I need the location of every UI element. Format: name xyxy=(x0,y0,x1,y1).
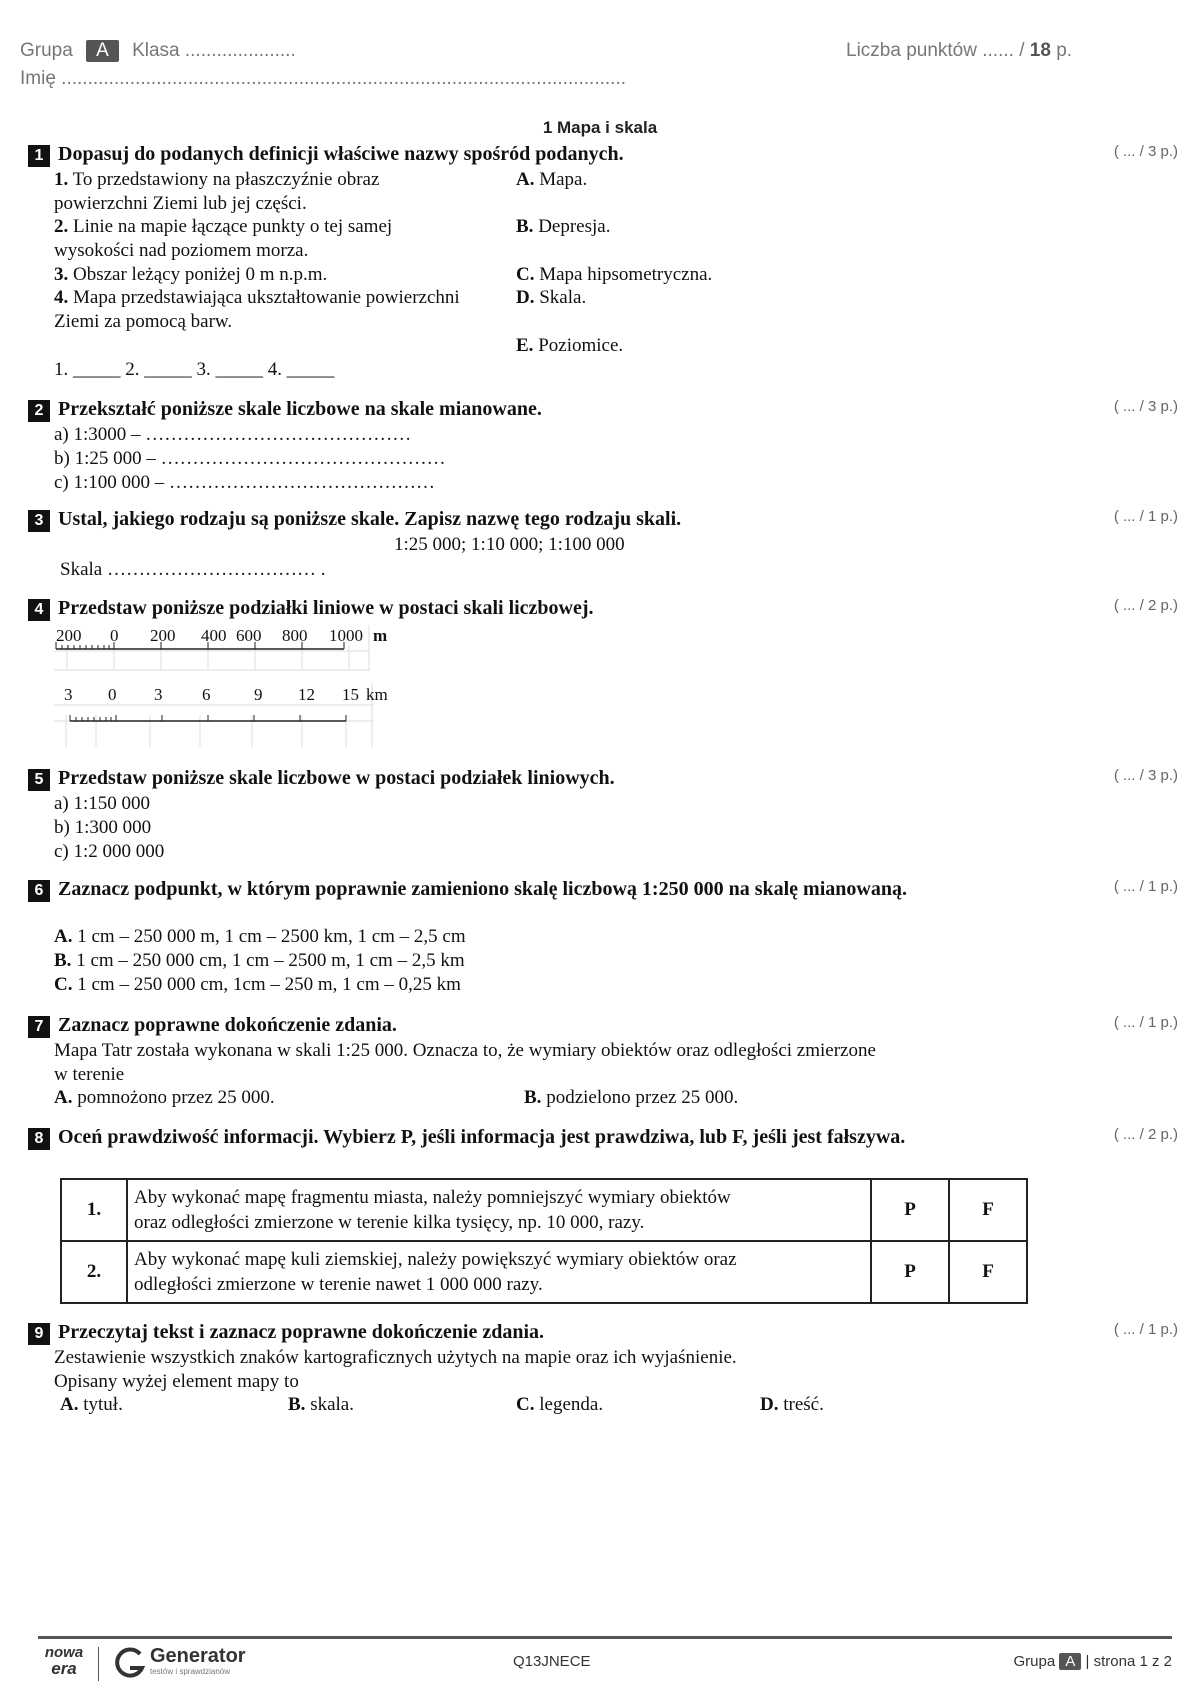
task-question: Oceń prawdziwość informacji. Wybierz P, jeśli informacja jest prawdziwa, lub F, jeśli jest fałszywa. xyxy=(58,1126,906,1148)
task-question: Zaznacz podpunkt, w którym poprawnie zamieniono skalę liczbową 1:250 000 na skalę mianowaną. xyxy=(58,878,907,900)
task-text: Zestawienie wszystkich znaków kartograficznych użytych na mapie oraz ich wyjaśnienie. xyxy=(54,1347,737,1368)
task-number: 9 xyxy=(28,1323,50,1345)
scale-answer[interactable]: Skala …………………………… . xyxy=(60,559,326,580)
task-8 xyxy=(28,1126,1178,1295)
task-9 xyxy=(28,1321,1178,1415)
option-b[interactable]: B. 1 cm – 250 000 cm, 1 cm – 2500 m, 1 cm – 2,5 km xyxy=(54,950,465,971)
answer-line[interactable]: 1. _____ 2. _____ 3. _____ 4. _____ xyxy=(54,359,335,380)
footer-page-info: Grupa A | strona 1 z 2 xyxy=(1013,1653,1172,1670)
name-option-b: B. Depresja. xyxy=(516,216,611,237)
task-5 xyxy=(28,767,1178,862)
true-false-table xyxy=(60,1178,1028,1304)
task-points: ( ... / 1 p.) xyxy=(1113,1014,1178,1031)
scale1-tick-label: 0 xyxy=(110,626,119,645)
name-field: Imię ........................................................................................................... xyxy=(20,68,627,89)
false-option[interactable]: F xyxy=(949,1179,1027,1241)
true-option[interactable]: P xyxy=(871,1241,949,1303)
name-option-e: E. Poziomice. xyxy=(516,335,624,356)
scale-item-c: c) 1:2 000 000 xyxy=(54,841,165,862)
task-points: ( ... / 1 p.) xyxy=(1113,508,1178,525)
task-text: Mapa Tatr została wykonana w skali 1:25 000. Oznacza to, że wymiary obiektów oraz odległości zmierzone xyxy=(54,1040,876,1061)
task-text-cont: Opisany wyżej element mapy to xyxy=(54,1371,299,1392)
scale2-tick-label: 9 xyxy=(254,685,263,704)
task-points: ( ... / 1 p.) xyxy=(1113,878,1178,895)
task-number: 7 xyxy=(28,1016,50,1038)
scale1-tick-label: 800 xyxy=(282,626,308,645)
scale-item-b: b) 1:300 000 xyxy=(54,817,152,838)
name-option-d: D. Skala. xyxy=(516,287,587,308)
definition-4-cont: Ziemi za pomocą barw. xyxy=(54,311,233,332)
option-a[interactable]: A. 1 cm – 250 000 m, 1 cm – 2500 km, 1 cm – 2,5 cm xyxy=(54,926,466,947)
scale2-tick-label: 12 xyxy=(298,685,315,704)
task-question: Przekształć poniższe skale liczbowe na skale mianowane. xyxy=(58,398,542,420)
false-option[interactable]: F xyxy=(949,1241,1027,1303)
task-points: ( ... / 2 p.) xyxy=(1113,597,1178,614)
option-d[interactable]: D. treść. xyxy=(760,1394,824,1415)
option-c[interactable]: C. legenda. xyxy=(516,1394,604,1415)
task-number: 4 xyxy=(28,599,50,621)
scale2-tick-label: 3 xyxy=(154,685,163,704)
task-4 xyxy=(28,597,1178,704)
scale1-tick-label: 400 xyxy=(201,626,227,645)
task-question: Przeczytaj tekst i zaznacz poprawne dokończenie zdania. xyxy=(58,1321,545,1343)
scale1-tick-label: 200 xyxy=(56,626,82,645)
group-label: Grupa xyxy=(20,40,73,61)
scale-item-b[interactable]: b) 1:25 000 – ……………………………………… xyxy=(54,448,446,469)
definition-1-cont: powierzchni Ziemi lub jej części. xyxy=(54,193,307,214)
definition-1: 1. To przedstawiony na płaszczyźnie obraz xyxy=(54,169,380,190)
definition-4: 4. Mapa przedstawiająca ukształtowanie powierzchni xyxy=(54,287,460,308)
scale-item-a[interactable]: a) 1:3000 – …………………………………… xyxy=(54,424,412,445)
scale2-tick-label: 3 xyxy=(64,685,73,704)
task-question: Przedstaw poniższe podziałki liniowe w postaci skali liczbowej. xyxy=(58,597,594,619)
group-row xyxy=(20,40,296,62)
task-2 xyxy=(28,398,1178,493)
points-summary xyxy=(846,40,1072,62)
task-question: Zaznacz poprawne dokończenie zdania. xyxy=(58,1014,397,1036)
scale1-tick-label: 600 xyxy=(236,626,262,645)
task-points: ( ... / 3 p.) xyxy=(1113,767,1178,784)
option-a[interactable]: A. pomnożono przez 25 000. xyxy=(54,1087,275,1108)
test-code: Q13JNECE xyxy=(513,1653,591,1670)
scale-item-c[interactable]: c) 1:100 000 – …………………………………… xyxy=(54,472,436,493)
name-option-a: A. Mapa. xyxy=(516,169,588,190)
row-number: 2. xyxy=(61,1241,127,1303)
task-question: Dopasuj do podanych definicji właściwe nazwy spośród podanych. xyxy=(58,143,624,165)
points-suffix: p. xyxy=(1056,40,1073,61)
generator-logo-icon xyxy=(112,1646,146,1680)
option-a[interactable]: A. tytuł. xyxy=(60,1394,123,1415)
scale2-tick-label: 0 xyxy=(108,685,117,704)
definition-2-cont: wysokości nad poziomem morza. xyxy=(54,240,309,261)
class-field: Klasa ..................... xyxy=(132,40,296,61)
task-7 xyxy=(28,1014,1178,1108)
task-number: 1 xyxy=(28,145,50,167)
footer-group-badge: A xyxy=(1059,1653,1081,1670)
generator-logo-text: Generator testów i sprawdzianów xyxy=(150,1645,246,1676)
task-points: ( ... / 3 p.) xyxy=(1113,143,1178,160)
task-question: Przedstaw poniższe skale liczbowe w postaci podziałek liniowych. xyxy=(58,767,615,789)
scale1-unit: m xyxy=(373,626,388,645)
page-title: 1 Mapa i skala xyxy=(542,118,658,137)
option-b[interactable]: B. podzielono przez 25 000. xyxy=(524,1087,739,1108)
true-option[interactable]: P xyxy=(871,1179,949,1241)
task-points: ( ... / 3 p.) xyxy=(1113,398,1178,415)
task-6 xyxy=(28,878,1178,995)
task-number: 3 xyxy=(28,510,50,532)
task-text-cont: w terenie xyxy=(54,1064,125,1085)
definition-3: 3. Obszar leżący poniżej 0 m n.p.m. xyxy=(54,264,328,285)
task-number: 2 xyxy=(28,400,50,422)
name-option-c: C. Mapa hipsometryczna. xyxy=(516,264,713,285)
points-total: 18 xyxy=(1029,40,1051,61)
nowa-era-logo: nowa era xyxy=(44,1644,84,1678)
scale1-tick-label: 1000 xyxy=(329,626,363,645)
task-question: Ustal, jakiego rodzaju są poniższe skale. Zapisz nazwę tego rodzaju skali. xyxy=(58,508,682,530)
scale-item-a: a) 1:150 000 xyxy=(54,793,151,814)
task-number: 5 xyxy=(28,769,50,791)
task-number: 8 xyxy=(28,1128,50,1150)
task-number: 6 xyxy=(28,880,50,902)
task-points: ( ... / 1 p.) xyxy=(1113,1321,1178,1338)
option-c[interactable]: C. 1 cm – 250 000 cm, 1cm – 250 m, 1 cm – 0,25 km xyxy=(54,974,461,995)
scale1-tick-label: 200 xyxy=(150,626,176,645)
group-badge: A xyxy=(86,40,119,62)
task-3 xyxy=(28,508,1178,580)
scale2-tick-label: 6 xyxy=(202,685,211,704)
scale2-tick-label: 15 xyxy=(342,685,359,704)
scales-list: 1:25 000; 1:10 000; 1:100 000 xyxy=(394,534,625,555)
option-b[interactable]: B. skala. xyxy=(288,1394,354,1415)
scale2-unit: km xyxy=(366,685,388,704)
statement: Aby wykonać mapę kuli ziemskiej, należy powiększyć wymiary obiektów oraz odległości zmierzone w terenie nawet 1 000 000 razy. xyxy=(127,1241,871,1303)
table-row xyxy=(61,1179,1027,1241)
task-1 xyxy=(28,143,1178,380)
task-points: ( ... / 2 p.) xyxy=(1113,1126,1178,1143)
linear-scale-2 xyxy=(54,683,434,751)
row-number: 1. xyxy=(61,1179,127,1241)
definition-2: 2. Linie na mapie łączące punkty o tej samej xyxy=(54,216,393,237)
points-label: Liczba punktów ...... / xyxy=(846,40,1025,61)
table-row xyxy=(61,1241,1027,1303)
statement: Aby wykonać mapę fragmentu miasta, należy pomniejszyć wymiary obiektów oraz odległości zmierzone w terenie kilka tysięcy, np. 10 000, razy. xyxy=(127,1179,871,1241)
linear-scale-1 xyxy=(54,625,434,681)
page-footer xyxy=(38,1636,1172,1699)
